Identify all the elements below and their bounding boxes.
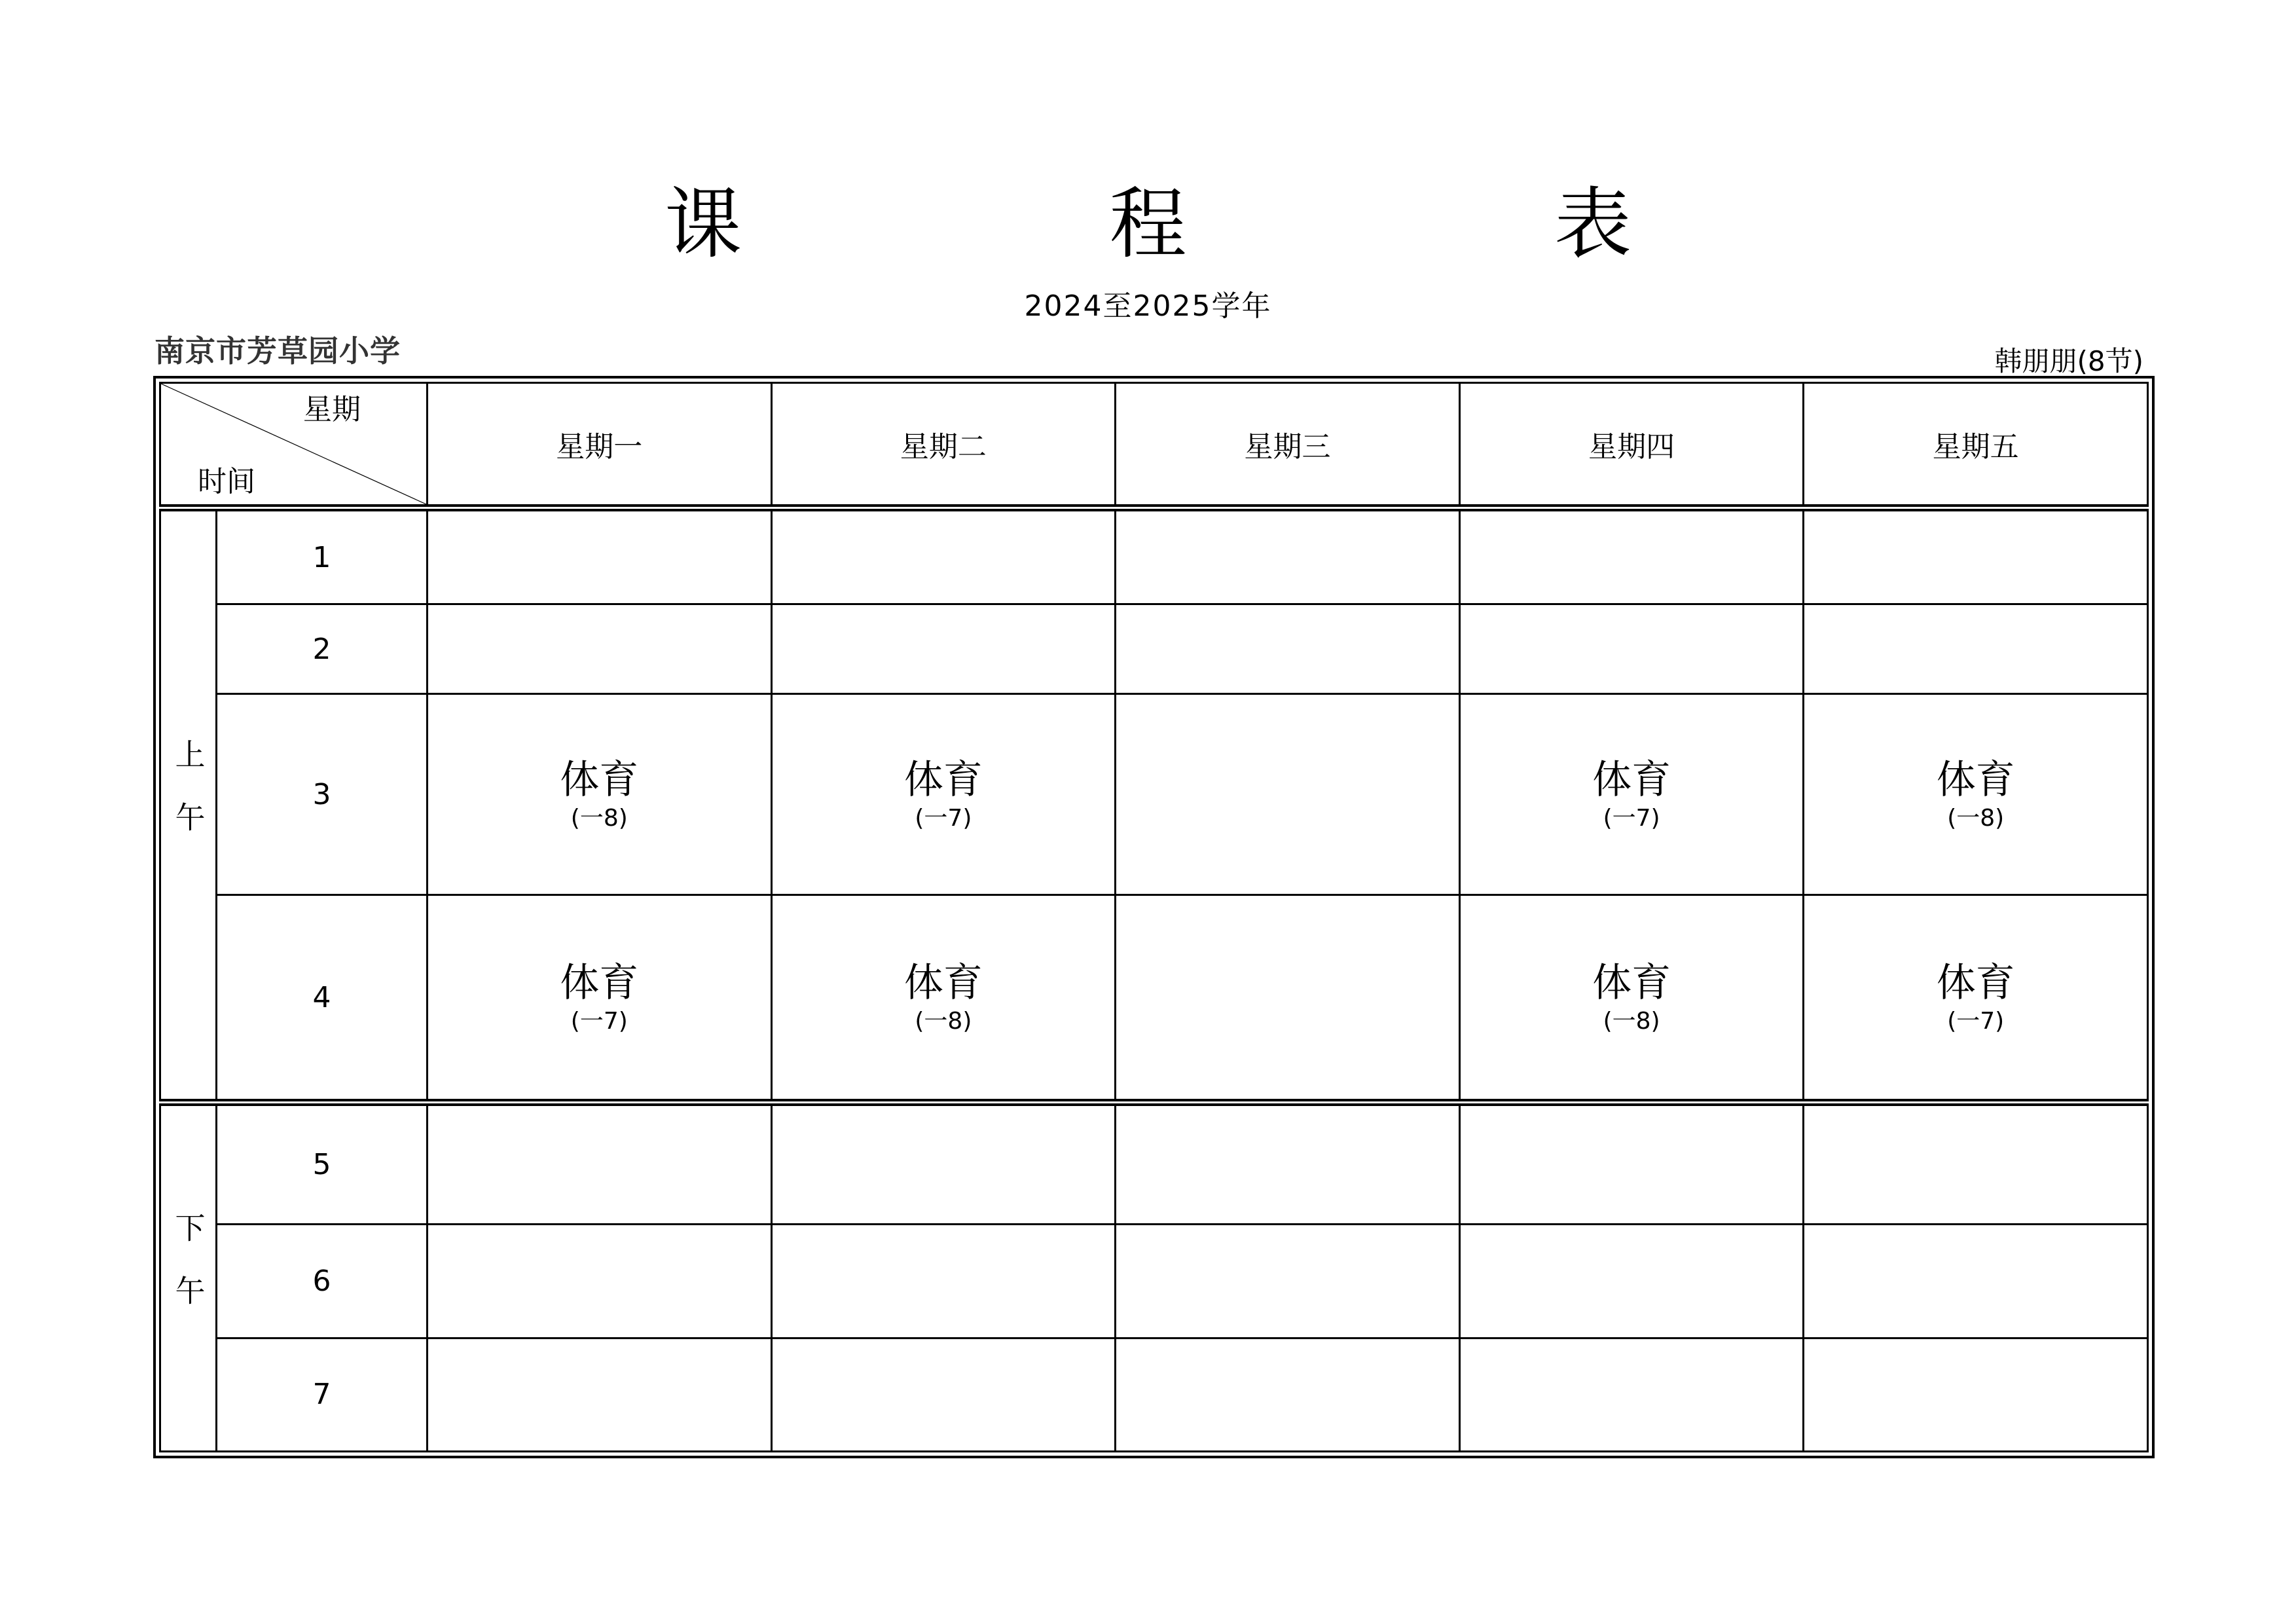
period-number: 5	[217, 1103, 428, 1225]
lesson-class: (一7)	[1947, 1008, 2005, 1035]
teacher-name: 韩朋朋(8节)	[1994, 345, 2143, 377]
lesson-class: (一7)	[570, 1008, 628, 1035]
header-row	[160, 383, 2148, 508]
lesson-cell-thu	[1459, 895, 1804, 1103]
lesson-cell-wed	[1116, 694, 1460, 895]
lesson-cell-fri	[1804, 508, 2148, 604]
lesson-cell-wed	[1116, 1338, 1460, 1451]
period-row	[160, 1225, 2148, 1338]
lesson-cell-fri	[1804, 1225, 2148, 1338]
timetable-frame	[153, 376, 2155, 1458]
timetable	[159, 382, 2149, 1452]
lesson-cell-tue	[771, 1103, 1116, 1225]
lesson-cell-tue	[771, 694, 1116, 895]
lesson-cell-thu	[1459, 1225, 1804, 1338]
lesson-cell-fri	[1804, 1338, 2148, 1451]
day-header-mon: 星期一	[428, 383, 772, 508]
period-row	[160, 1103, 2148, 1225]
school-name: 南京市芳草园小学	[155, 333, 401, 369]
lesson-cell-mon	[428, 508, 772, 604]
lesson-subject: 体育	[903, 757, 983, 803]
period-number: 1	[217, 508, 428, 604]
lesson-cell-fri	[1804, 895, 2148, 1103]
lesson-subject: 体育	[1592, 757, 1671, 803]
lesson-class: (一8)	[915, 1008, 972, 1035]
lesson-class: (一7)	[1603, 805, 1660, 832]
day-header-thu: 星期四	[1459, 383, 1804, 508]
lesson-subject: 体育	[560, 757, 639, 803]
lesson-cell-fri	[1804, 604, 2148, 694]
lesson-cell-mon	[428, 604, 772, 694]
lesson-class: (一8)	[570, 805, 628, 832]
lesson-subject: 体育	[903, 960, 983, 1006]
period-row	[160, 694, 2148, 895]
lesson-cell-tue	[771, 604, 1116, 694]
lesson-class: (一8)	[1603, 1008, 1660, 1035]
period-number: 7	[217, 1338, 428, 1451]
corner-time-label: 时间	[198, 465, 255, 498]
period-number: 3	[217, 694, 428, 895]
lesson-subject: 体育	[560, 960, 639, 1006]
lesson-cell-tue	[771, 508, 1116, 604]
lesson-cell-wed	[1116, 1103, 1460, 1225]
period-row	[160, 895, 2148, 1103]
lesson-cell-mon	[428, 895, 772, 1103]
section-label: 下午	[170, 1211, 206, 1338]
lesson-cell-thu	[1459, 1338, 1804, 1451]
lesson-subject: 体育	[1936, 960, 2015, 1006]
lesson-cell-wed	[1116, 895, 1460, 1103]
lesson-cell-tue	[771, 895, 1116, 1103]
lesson-class: (一8)	[1947, 805, 2005, 832]
lesson-cell-tue	[771, 1338, 1116, 1451]
school-year: 2024至2025学年	[1024, 289, 1272, 323]
period-row	[160, 604, 2148, 694]
lesson-cell-fri	[1804, 694, 2148, 895]
section-afternoon	[160, 1103, 217, 1452]
lesson-subject: 体育	[1592, 960, 1671, 1006]
page-title: 课 程 表	[664, 179, 1804, 269]
section-label: 上午	[170, 739, 206, 865]
period-row	[160, 1338, 2148, 1451]
corner-header	[160, 383, 428, 508]
lesson-cell-thu	[1459, 508, 1804, 604]
period-number: 2	[217, 604, 428, 694]
day-header-tue: 星期二	[771, 383, 1116, 508]
lesson-cell-mon	[428, 1103, 772, 1225]
period-number: 6	[217, 1225, 428, 1338]
lesson-cell-fri	[1804, 1103, 2148, 1225]
lesson-cell-mon	[428, 1225, 772, 1338]
period-number: 4	[217, 895, 428, 1103]
section-morning	[160, 508, 217, 1103]
lesson-cell-thu	[1459, 604, 1804, 694]
lesson-cell-wed	[1116, 604, 1460, 694]
day-header-wed: 星期三	[1116, 383, 1460, 508]
lesson-cell-thu	[1459, 1103, 1804, 1225]
lesson-subject: 体育	[1936, 757, 2015, 803]
period-row	[160, 508, 2148, 604]
corner-day-label: 星期	[303, 393, 361, 426]
lesson-cell-thu	[1459, 694, 1804, 895]
day-header-fri: 星期五	[1804, 383, 2148, 508]
lesson-cell-mon	[428, 694, 772, 895]
lesson-cell-wed	[1116, 508, 1460, 604]
lesson-class: (一7)	[915, 805, 972, 832]
lesson-cell-mon	[428, 1338, 772, 1451]
lesson-cell-wed	[1116, 1225, 1460, 1338]
lesson-cell-tue	[771, 1225, 1116, 1338]
